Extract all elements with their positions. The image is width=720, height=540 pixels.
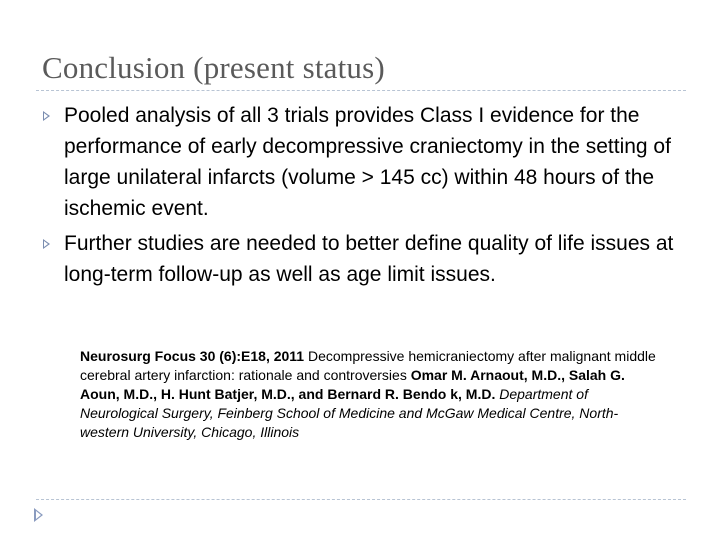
citation-authors: Omar M. Arnaout, M.D., Salah G. Aoun, M.D., H. Hunt Batjer, M.D., and Bernard R. Bendo k, M.D. — [80, 367, 625, 402]
citation-journal: Neurosurg Focus 30 (6):E18, 2011 — [80, 348, 305, 364]
bullet-item — [40, 100, 680, 224]
bullet-triangle-icon — [43, 239, 50, 249]
slide-title: Conclusion (present status) — [42, 50, 385, 85]
footer-divider — [36, 499, 686, 500]
bullet-triangle-icon — [43, 111, 50, 121]
bullet-list — [40, 100, 680, 294]
reference-citation — [80, 347, 660, 442]
title-divider — [36, 90, 686, 91]
bullet-item — [40, 228, 680, 290]
citation-article-title: Decompressive hemicraniectomy after malignant middle cerebral artery infarction: rationale and controversies — [80, 348, 656, 383]
bullet-text: Further studies are needed to better define quality of life issues at long-term follow-up as well as age limit issues. — [64, 232, 674, 286]
bullet-text: Pooled analysis of all 3 trials provides Class I evidence for the performance of early decompressive craniectomy in the setting of large unilateral infarcts (volume > 145 cc) within 48 hours of the ischemic event. — [64, 104, 671, 220]
next-slide-arrow-icon[interactable] — [34, 508, 43, 522]
citation-affiliation: Department of Neurological Surgery, Feinberg School of Medicine and McGaw Medical Centre, North-western University, Chicago, Illinois — [80, 386, 619, 440]
